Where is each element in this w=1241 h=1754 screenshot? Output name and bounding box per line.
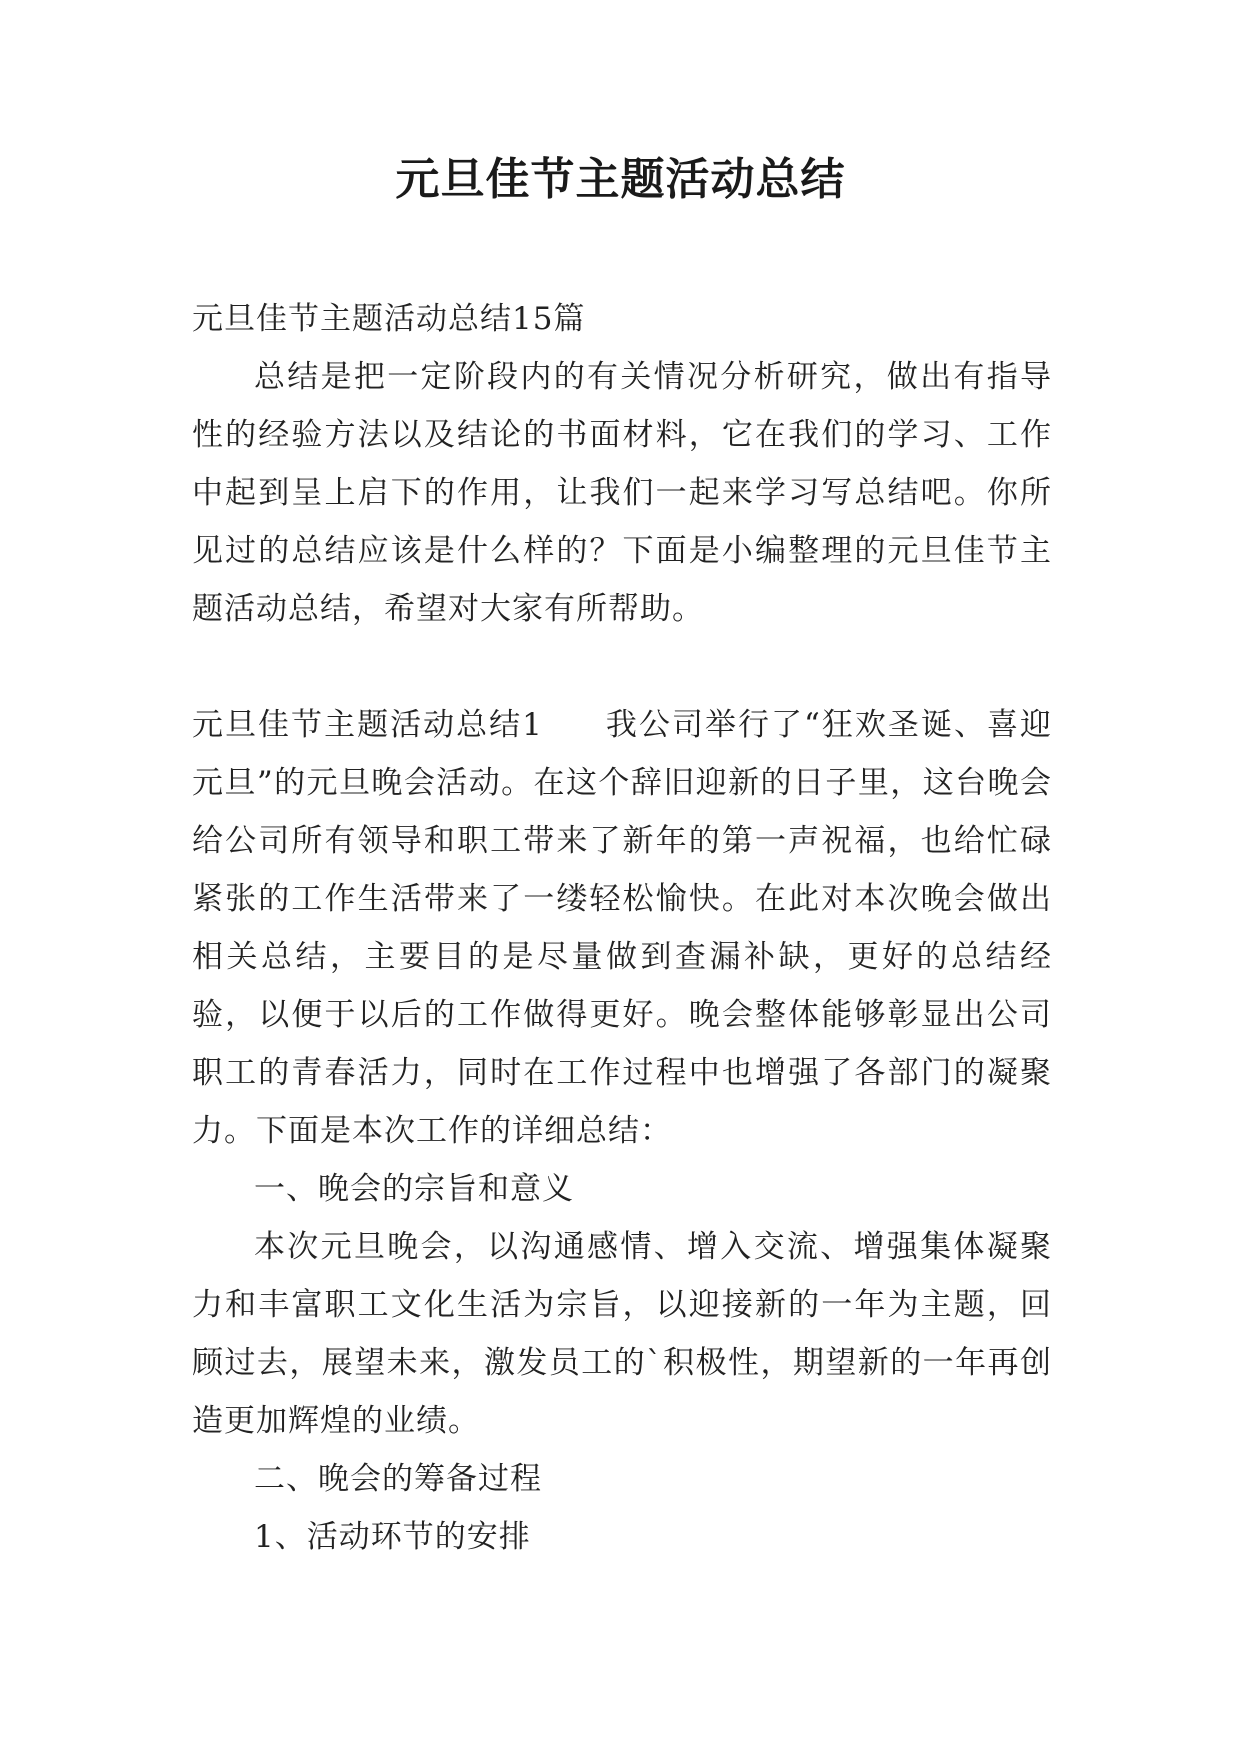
document-body: [192, 290, 1052, 1566]
section-1-text: 我公司举行了“狂欢圣诞、喜迎元旦”的元旦晚会活动。在这个辞旧迎新的日子里，这台晚会给公司所有领导和职工带来了新年的第一声祝福，也给忙碌紧张的工作生活带来了一缕轻松愉快。在此对本次晚会做出相关总结，主要目的是尽量做到查漏补缺，更好的总结经验，以便于以后的工作做得更好。晚会整体能够彰显出公司职工的青春活力，同时在工作过程中也增强了各部门的凝聚力。下面是本次工作的详细总结：: [192, 707, 1052, 1149]
section-1-paragraph: [192, 696, 1052, 1160]
document-subtitle: 元旦佳节主题活动总结15篇: [192, 301, 586, 337]
heading-preparation: 二、晚会的筹备过程: [254, 1461, 542, 1497]
heading-activity-arrangement: 1、活动环节的安排: [254, 1519, 531, 1555]
section-1-heading: 元旦佳节主题活动总结1: [192, 707, 543, 743]
document-title: 元旦佳节主题活动总结: [395, 154, 846, 205]
paragraph-spacer: [192, 638, 1052, 696]
purpose-paragraph: 本次元旦晚会，以沟通感情、增入交流、增强集体凝聚力和丰富职工文化生活为宗旨，以迎接新的一年为主题，回顾过去，展望未来，激发员工的`积极性，期望新的一年再创造更加辉煌的业绩。: [192, 1229, 1052, 1439]
intro-paragraph: 总结是把一定阶段内的有关情况分析研究，做出有指导性的经验方法以及结论的书面材料，它在我们的学习、工作中起到呈上启下的作用，让我们一起来学习写总结吧。你所见过的总结应该是什么样的？下面是小编整理的元旦佳节主题活动总结，希望对大家有所帮助。: [192, 359, 1052, 627]
heading-purpose: 一、晚会的宗旨和意义: [254, 1171, 574, 1207]
